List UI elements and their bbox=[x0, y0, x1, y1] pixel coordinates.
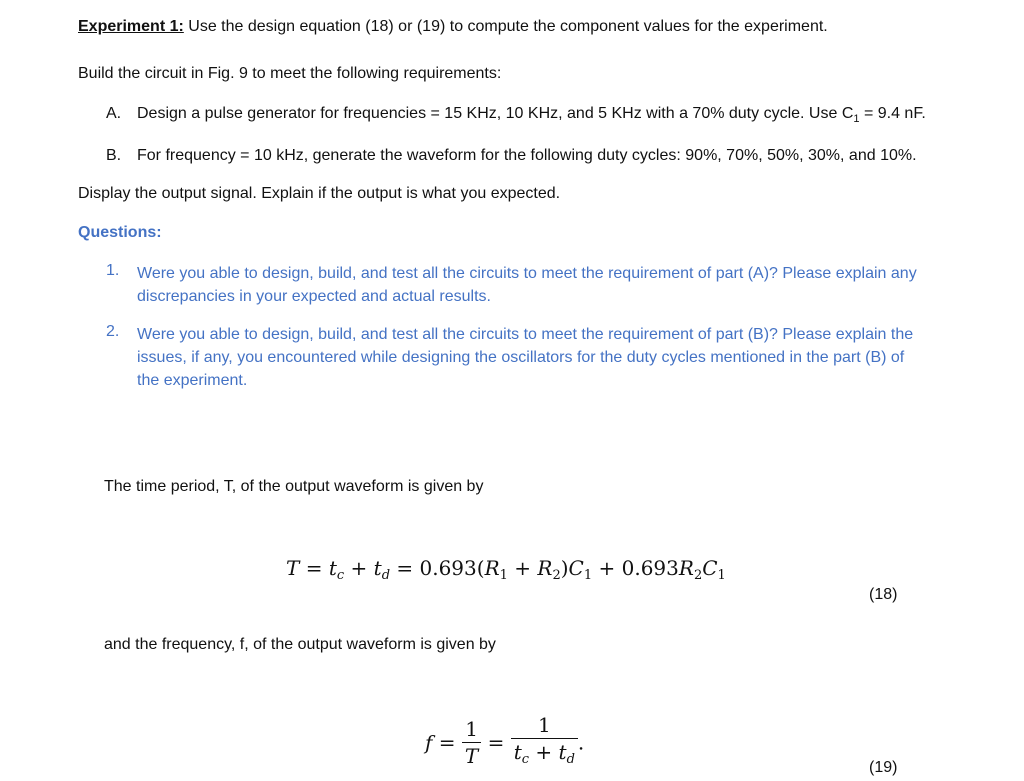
experiment-intro bbox=[78, 18, 828, 36]
question-2-line-1: Were you able to design, build, and test all the circuits to meet the requirement of part (B)? Please explain the bbox=[137, 326, 914, 343]
experiment-heading: Experiment 1: bbox=[78, 18, 184, 35]
question-2-marker: 2. bbox=[106, 323, 120, 340]
requirement-a-subscript: 1 bbox=[853, 113, 860, 126]
question-2-line-2: issues, if any, you encountered while designing the oscillators for the duty cycles mentioned in the part (B) of bbox=[137, 349, 905, 366]
display-instruction: Display the output signal. Explain if the output is what you expected. bbox=[78, 185, 561, 202]
build-instruction: Build the circuit in Fig. 9 to meet the following requirements: bbox=[78, 65, 502, 82]
requirement-a-text-before: Design a pulse generator for frequencies = 15 KHz, 10 KHz, and 5 KHz with a 70% duty cycle. Use C bbox=[137, 105, 854, 122]
requirement-a-text-after: = 9.4 nF. bbox=[859, 105, 926, 122]
equation-18-number: (18) bbox=[869, 586, 898, 603]
equation-19-number: (19) bbox=[869, 759, 898, 776]
question-1-marker: 1. bbox=[106, 262, 120, 279]
requirement-b-marker: B. bbox=[106, 147, 122, 164]
requirement-a-marker: A. bbox=[106, 105, 122, 122]
equation-18: $T = t_c + t_d = 0.693(R_1 + R_2)C_1 + 0.693R_2C_1$ bbox=[286, 556, 726, 583]
experiment-intro-text: Use the design equation (18) or (19) to compute the component values for the experiment. bbox=[183, 18, 828, 35]
frequency-intro: and the frequency, f, of the output waveform is given by bbox=[104, 636, 496, 653]
question-2-line-3: the experiment. bbox=[137, 372, 248, 389]
question-1-line-1: Were you able to design, build, and test all the circuits to meet the requirement of part (A)? Please explain any bbox=[137, 265, 917, 282]
period-intro: The time period, T, of the output waveform is given by bbox=[104, 478, 484, 495]
question-2 bbox=[137, 323, 987, 392]
requirement-a-text bbox=[137, 105, 926, 125]
equation-19: f = $\frac{1}{T}$ = $\frac{1}{t_c + t_d}$ . bbox=[425, 713, 585, 768]
question-1-line-2: discrepancies in your expected and actual results. bbox=[137, 288, 491, 305]
question-1 bbox=[137, 262, 987, 308]
questions-heading: Questions: bbox=[78, 224, 162, 241]
requirement-b-text: For frequency = 10 kHz, generate the waveform for the following duty cycles: 90%, 70%, 50%, 30%, and 10%. bbox=[137, 147, 917, 164]
